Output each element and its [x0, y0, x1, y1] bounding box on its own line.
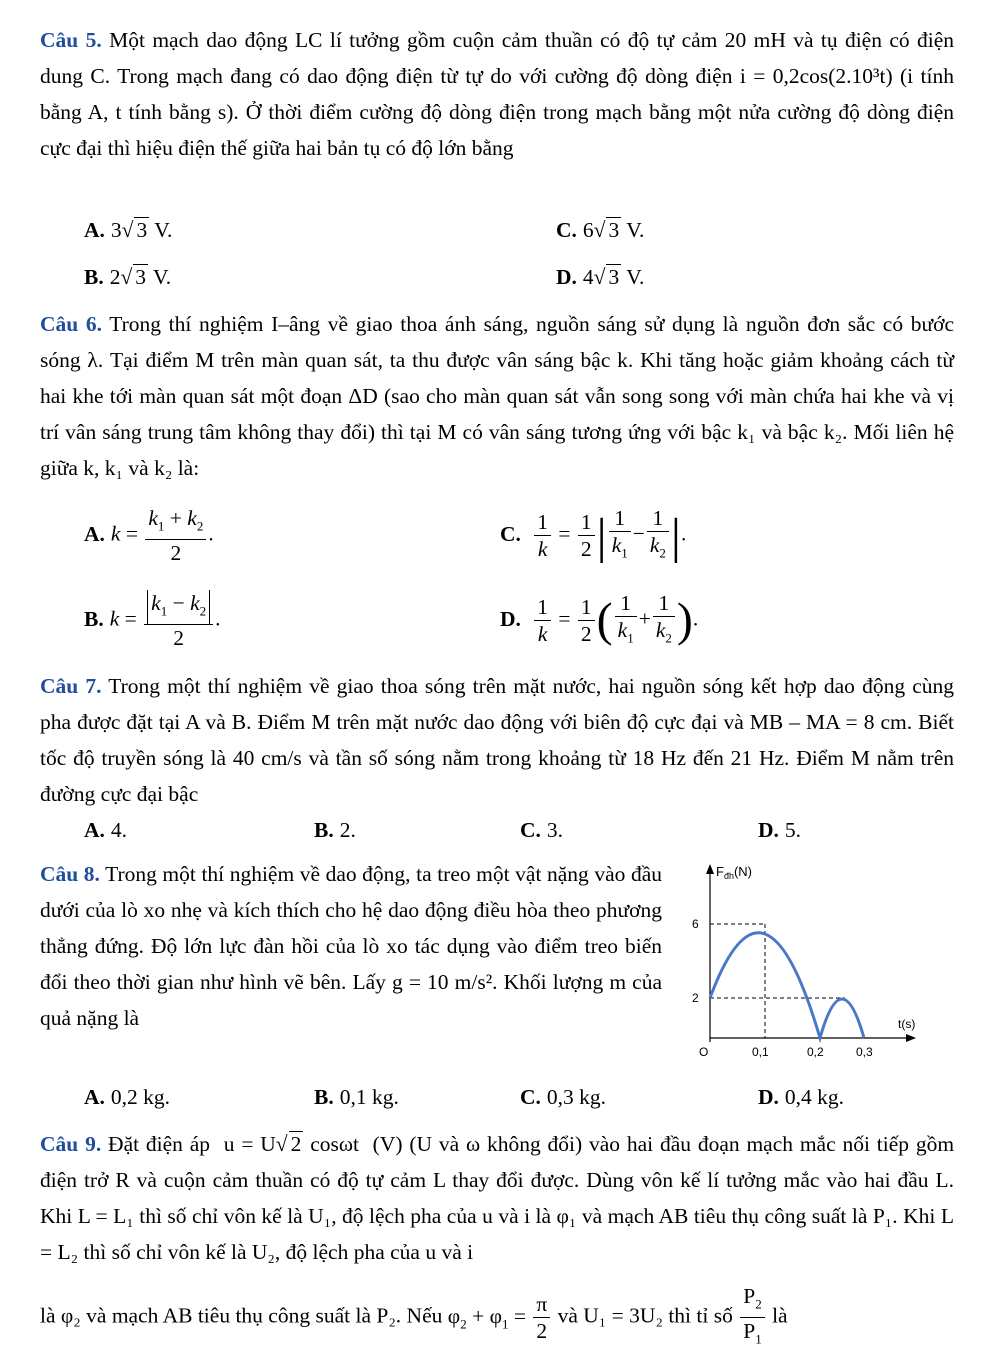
question-label: Câu 7. [40, 674, 102, 698]
y-label: $F_{đh}(N)$ [716, 864, 753, 881]
question-label: Câu 9. [40, 1132, 102, 1156]
origin-label: O [699, 1045, 709, 1059]
x-tick-0-3: 0,3 [856, 1045, 873, 1059]
question-label: Câu 6. [40, 312, 102, 336]
question-text-pre: Đặt điện áp [108, 1132, 211, 1156]
option-c[interactable]: C. $\frac{1}{k}$ = $\frac{1}{2}$ | $\frac{1}{k_1}$ − $\frac{1}{k_2}$ |. [500, 506, 687, 564]
option-c[interactable]: C. 3. [520, 818, 564, 842]
option-c[interactable]: C. 6√ 3 V. [556, 218, 645, 242]
option-a[interactable]: A. k = $\frac{k_1 + k_2}{2}$ . [84, 506, 214, 566]
question-5 [40, 22, 954, 166]
x-tick-0-1: 0,1 [752, 1045, 769, 1059]
option-a[interactable]: A. 3√ 3 V. [84, 218, 173, 242]
question-label: Câu 8. [40, 862, 100, 886]
y-tick-6: 6 [692, 917, 699, 931]
question-text: (V) (U và ω không đổi) vào hai đầu đoạn mạch mắc nối tiếp gồm điện trở R và cuộn cảm thuần có độ tự cảm L thay đổi được. Dùng vôn kế lí tưởng mắc vào hai đầu L. Khi L = L₁ thì số chỉ vôn kế là U₁, độ lệch pha của u và i là φ₁ và mạch AB tiêu thụ công suất là P₁. Khi L = L₂ thì số chỉ vôn kế là U₂, độ lệch pha của u và i [40, 1132, 955, 1264]
question-8 [40, 856, 662, 1036]
x-tick-0-2: 0,2 [807, 1045, 824, 1059]
option-b[interactable]: B. 0,1 kg. [314, 1085, 399, 1109]
option-c[interactable]: C. 0,3 kg. [520, 1085, 607, 1109]
question-9-last-line: là φ₂ và mạch AB tiêu thụ công suất là P₂. Nếu $\varphi_2 + \varphi_1$ = $\frac{\pi}{2}$ và U₁ = 3U₂ thì tỉ số $\frac{P_2}{P_1}$ là [40, 1284, 788, 1347]
x-label: t(s) [898, 1017, 916, 1031]
option-d[interactable]: D. 4√ 3 V. [556, 265, 645, 289]
question-6 [40, 306, 954, 486]
option-d[interactable]: D. $\frac{1}{k}$ = $\frac{1}{2}$ ( $\frac{1}{k_1}$ + $\frac{1}{k_2}$ ). [500, 591, 699, 647]
question-text: Một mạch dao động LC lí tưởng gồm cuộn cảm thuần có độ tự cảm 20 mH và tụ điện có điện dung C. Trong mạch đang có dao động điện từ tự do với cường độ dòng điện i = 0,2cos(2.10³t) (i tính bằng A, t tính bằng s). Ở thời điểm cường độ dòng điện trong mạch bằng một nửa cường độ dòng điện cực đại thì hiệu điện thế giữa hai bản tụ có độ lớn bằng [40, 28, 955, 160]
x-axis-arrow [906, 1034, 916, 1042]
option-b[interactable]: B. 2. [314, 818, 356, 842]
question-text: Trong thí nghiệm I–âng về giao thoa ánh sáng, nguồn sáng sử dụng là nguồn đơn sắc có bước sóng λ. Tại điểm M trên màn quan sát, ta thu được vân sáng bậc k. Khi tăng hoặc giảm khoảng cách từ hai khe tới màn quan sát một đoạn ΔD (sao cho màn quan sát vẫn song song với màn chứa hai khe và vị trí vân sáng trung tâm không thay đổi) thì tại M có vân sáng tương ứng với bậc k₁ và bậc k₂. Mối liên hệ giữa k, k₁ và k₂ là: [40, 312, 955, 480]
force-curve [710, 933, 864, 1038]
option-a[interactable]: A. 4. [84, 818, 128, 842]
option-d[interactable]: D. 0,4 kg. [758, 1085, 845, 1109]
question-label: Câu 5. [40, 28, 102, 52]
y-axis-arrow [706, 864, 714, 874]
option-b[interactable]: B. k = $\frac{k_1 - k_2}{2}$ . [84, 591, 221, 651]
option-a[interactable]: A. 0,2 kg. [84, 1085, 171, 1109]
question-7 [40, 668, 954, 812]
voltage-formula: u = U√ 2 cosωt [216, 1132, 366, 1156]
force-time-graph [690, 860, 930, 1070]
option-d[interactable]: D. 5. [758, 818, 802, 842]
option-b[interactable]: B. 2√ 3 V. [84, 265, 172, 289]
question-text: Trong một thí nghiệm về giao thoa sóng trên mặt nước, hai nguồn sóng kết hợp dao động cùng pha được đặt tại A và B. Điểm M trên mặt nước dao động với biên độ cực đại và MB – MA = 8 cm. Biết tốc độ truyền sóng là 40 cm/s và tần số sóng nằm trong khoảng từ 18 Hz đến 21 Hz. Điểm M nằm trên đường cực đại bậc [40, 674, 954, 806]
question-text: Trong một thí nghiệm về dao động, ta treo một vật nặng vào đầu dưới của lò xo nhẹ và kích thích cho hệ dao động điều hòa theo phương thẳng đứng. Độ lớn lực đàn hồi của lò xo tác dụng vào điểm treo biến đổi theo thời gian như hình vẽ bên. Lấy g = 10 m/s². Khối lượng m của quả nặng là [40, 862, 662, 1030]
question-9 [40, 1126, 954, 1270]
y-tick-2: 2 [692, 991, 699, 1005]
